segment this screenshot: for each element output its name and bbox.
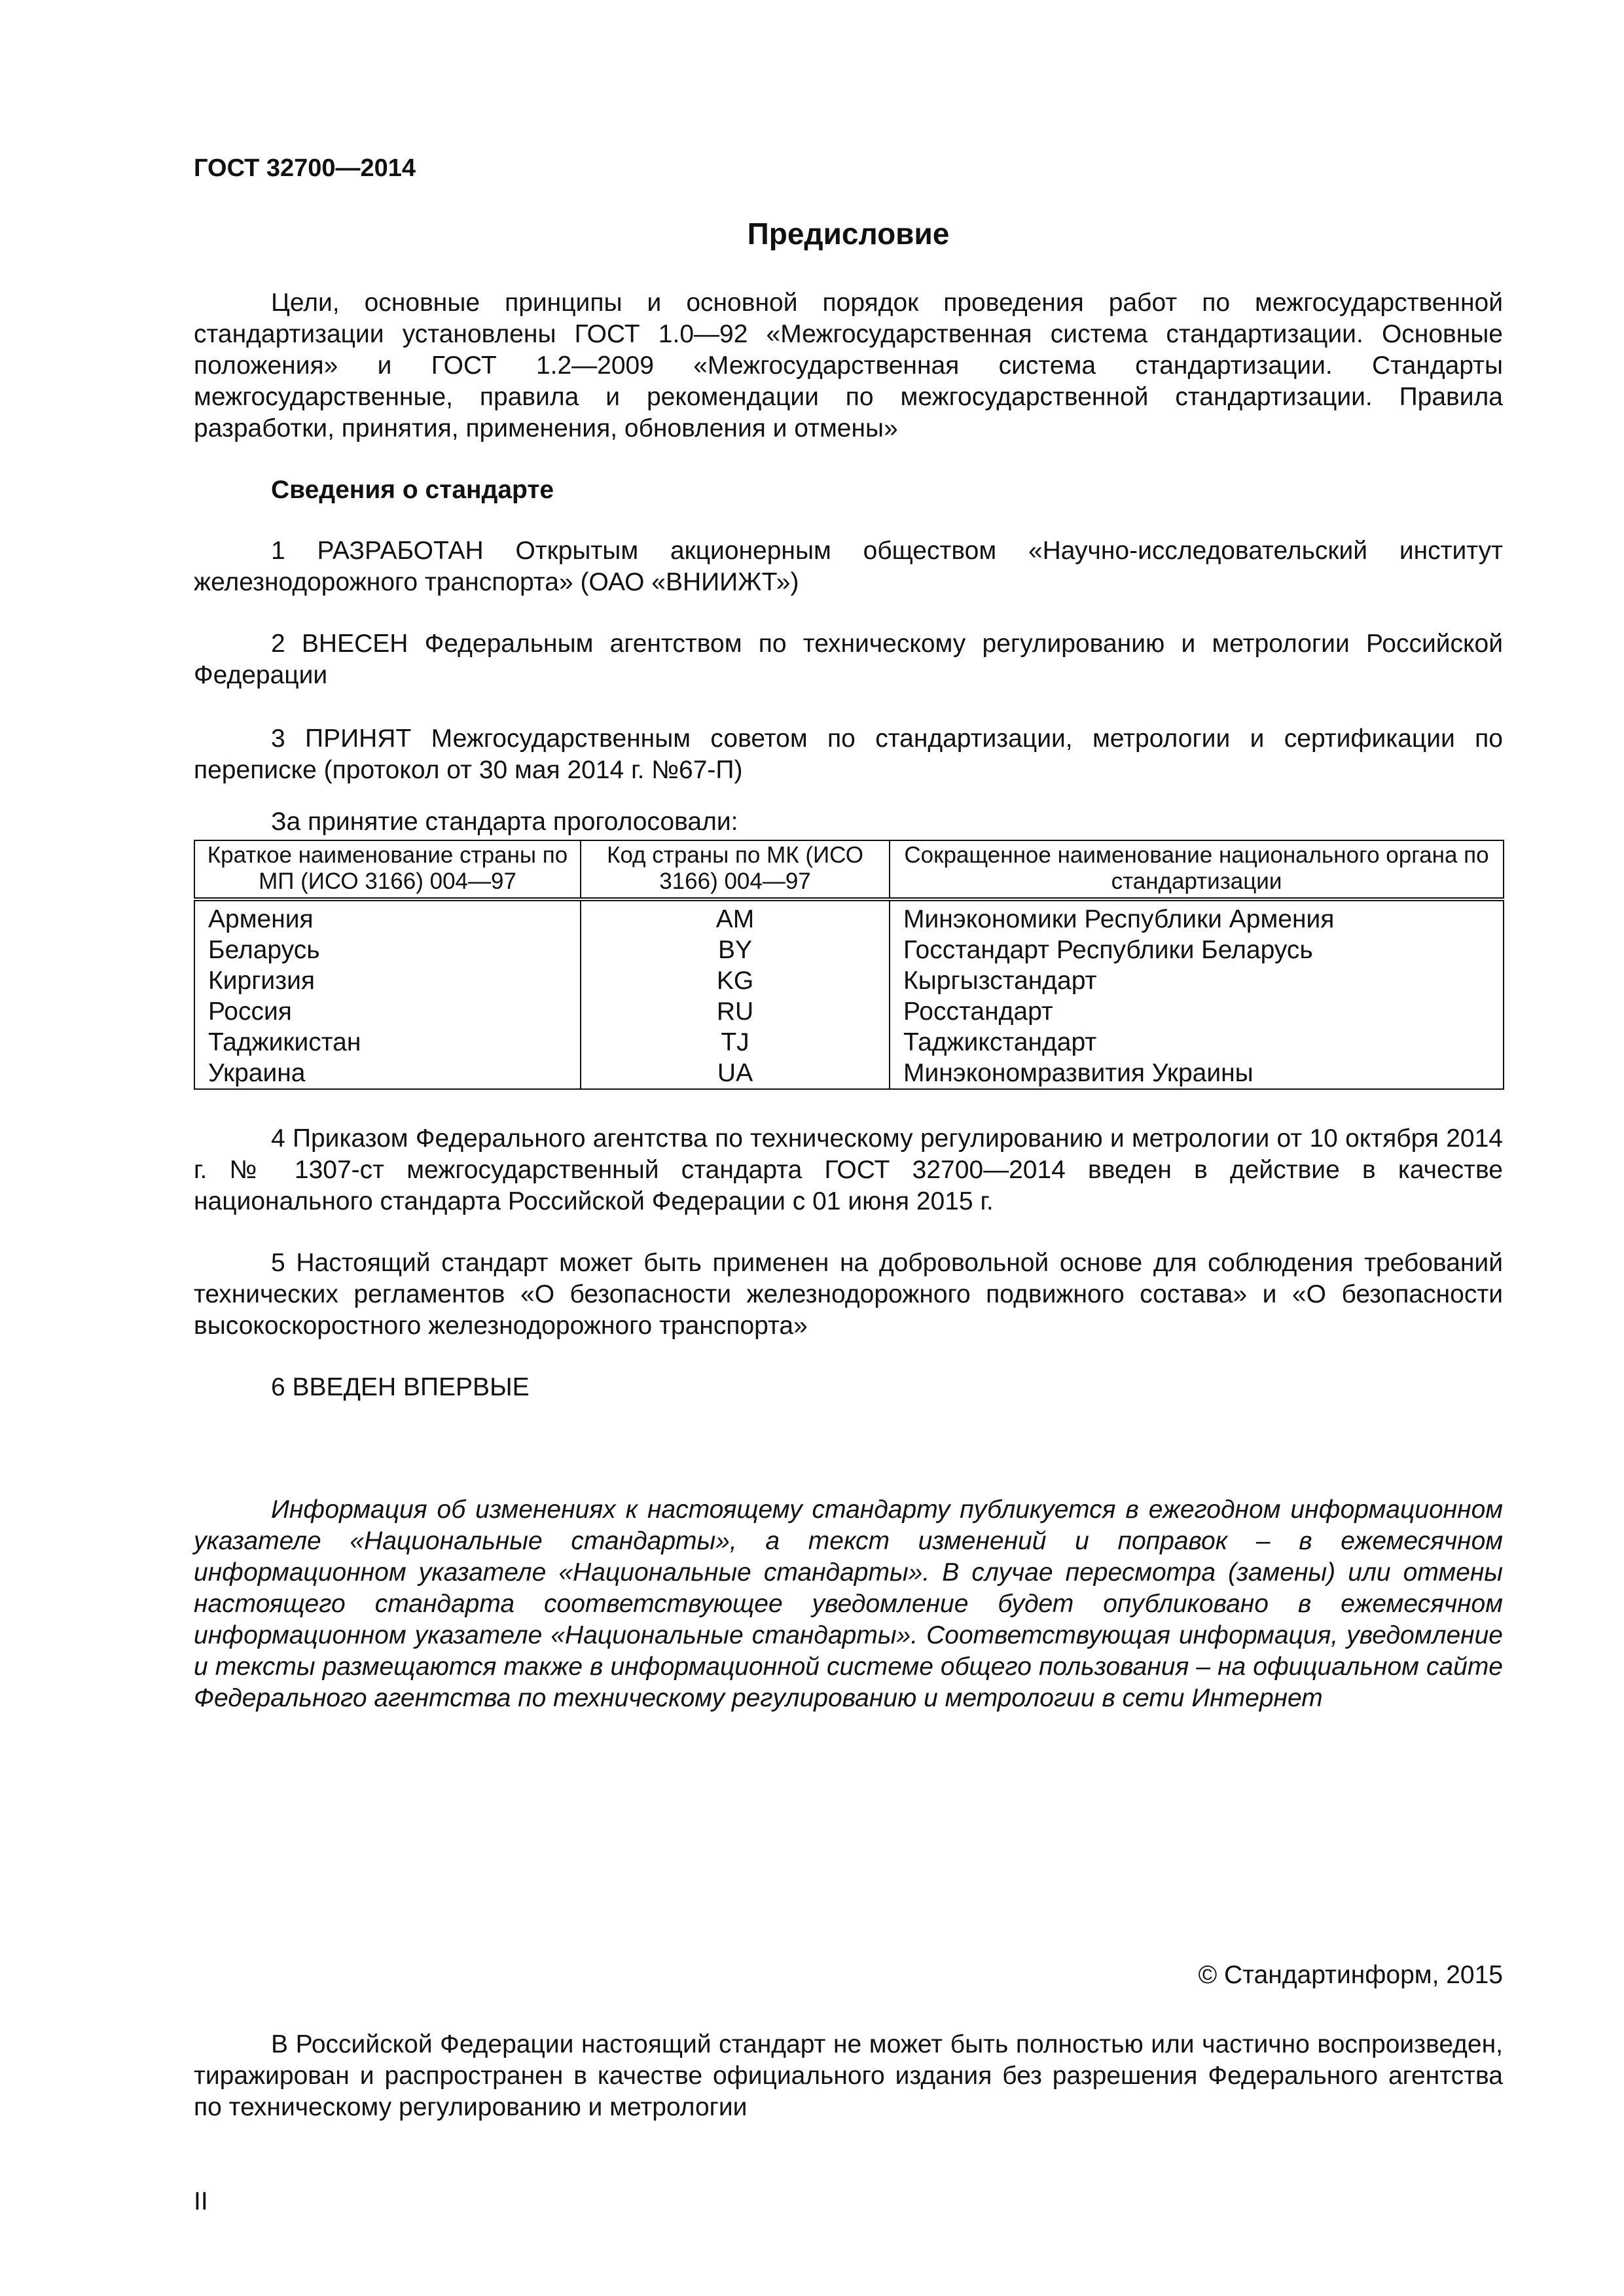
voted-label: За принятие стандарта проголосовали:: [271, 808, 738, 836]
item-first-time: 6 ВВЕДЕН ВПЕРВЫЕ: [271, 1373, 530, 1401]
body-cell: Госстандарт Республики Беларусь: [890, 935, 1504, 965]
country-cell: Украина: [194, 1058, 581, 1089]
page-title: Предисловие: [747, 217, 950, 251]
standard-number-header: ГОСТ 32700—2014: [194, 154, 416, 182]
code-cell: BY: [581, 935, 890, 965]
item-order: 4 Приказом Федерального агентства по техническому регулированию и метрологии от 10 октября 2014 г. № 1307-ст межгосударственный стандарта ГОСТ 32700—2014 введен в действие в качестве национального стандарта Российской Федерации с 01 июня 2015 г.: [194, 1124, 1503, 1215]
info-heading: Сведения о стандарте: [271, 476, 554, 504]
country-cell: Таджикистан: [194, 1027, 581, 1058]
table-row: [194, 965, 1504, 996]
code-cell: UA: [581, 1058, 890, 1089]
body-cell: Минэкономразвития Украины: [890, 1058, 1504, 1089]
item-adopted: 3 ПРИНЯТ Межгосударственным советом по стандартизации, метрологии и сертификации по переписке (протокол от 30 мая 2014 г. №67-П): [194, 725, 1503, 784]
table-row: [194, 899, 1504, 935]
table-header-row: [194, 840, 1504, 899]
code-cell: AM: [581, 899, 890, 935]
code-cell: RU: [581, 996, 890, 1027]
item-introduced: 2 ВНЕСЕН Федеральным агентством по техническому регулированию и метрологии Российской Федерации: [194, 630, 1503, 689]
country-cell: Армения: [194, 899, 581, 935]
table-row: [194, 996, 1504, 1027]
intro-paragraph: Цели, основные принципы и основной порядок проведения работ по межгосударственной стандартизации установлены ГОСТ 1.0—92 «Межгосударственная система стандартизации. Основные положения» и ГОСТ 1.2—2009 «Межгосударственная система стандартизации. Стандарты межгосударственные, правила и рекомендации по межгосударственной стандартизации. Правила разработки, принятия, применения, обновления и отмены»: [194, 289, 1503, 442]
body-cell: Росстандарт: [890, 996, 1504, 1027]
country-cell: Беларусь: [194, 935, 581, 965]
reproduction-notice: В Российской Федерации настоящий стандарт не может быть полностью или частично воспроизведен, тиражирован и распространен в качестве официального издания без разрешения Федерального агентства по техническому регулированию и метрологии: [194, 2030, 1503, 2121]
changes-notice: Информация об изменениях к настоящему стандарту публикуется в ежегодном информационном указателе «Национальные стандарты», а текст изменений и поправок – в ежемесячном информационном указателе «Национальные стандарты». В случае пересмотра (замены) или отмены настоящего стандарта соответствующее уведомление будет опубликовано в ежемесячном информационном указателе «Национальные стандарты». Соответствующая информация, уведомление и тексты размещаются также в информационной системе общего пользования – на официальном сайте Федерального агентства по техническому регулированию и метрологии в сети Интернет: [194, 1496, 1503, 1712]
copyright-notice: © Стандартинформ, 2015: [1198, 1961, 1503, 1989]
code-cell: KG: [581, 965, 890, 996]
table-header-code: Код страны по МК (ИСО 3166) 004—97: [581, 840, 890, 899]
table-header-body: Сокращенное наименование национального органа по стандартизации: [890, 840, 1504, 899]
table-row: [194, 1027, 1504, 1058]
table-row: [194, 1058, 1504, 1089]
code-cell: TJ: [581, 1027, 890, 1058]
item-developed: 1 РАЗРАБОТАН Открытым акционерным обществом «Научно-исследовательский институт железнодорожного транспорта» (ОАО «ВНИИЖТ»): [194, 537, 1503, 596]
country-cell: Россия: [194, 996, 581, 1027]
table-header-country: Краткое наименование страны по МП (ИСО 3166) 004—97: [194, 840, 581, 899]
table-row: [194, 935, 1504, 965]
vote-table: [194, 840, 1504, 1090]
body-cell: Кыргызстандарт: [890, 965, 1504, 996]
country-cell: Киргизия: [194, 965, 581, 996]
body-cell: Таджикстандарт: [890, 1027, 1504, 1058]
item-application: 5 Настоящий стандарт может быть применен на добровольной основе для соблюдения требований технических регламентов «О безопасности железнодорожного подвижного состава» и «О безопасности высокоскоростного железнодорожного транспорта»: [194, 1249, 1503, 1340]
page-number: II: [194, 2187, 208, 2215]
body-cell: Минэкономики Республики Армения: [890, 899, 1504, 935]
